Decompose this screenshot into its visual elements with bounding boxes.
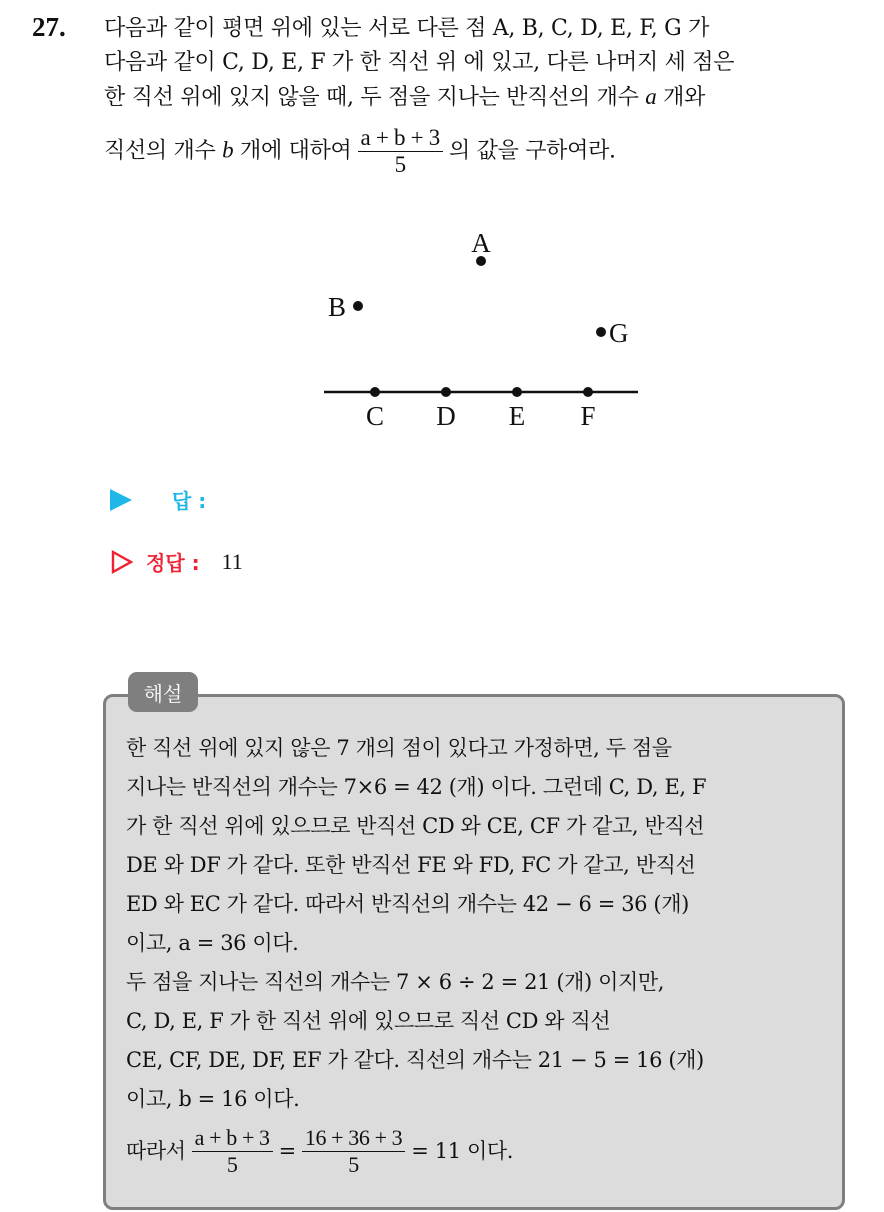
question-line-3-end: 개와 bbox=[656, 85, 706, 110]
outline-triangle-icon bbox=[110, 550, 134, 574]
solution-text bbox=[126, 729, 826, 1178]
solution-tag: 해설 bbox=[128, 672, 198, 712]
question-line-4-start: 직선의 개수 bbox=[104, 138, 223, 164]
point-g-dot bbox=[596, 327, 606, 337]
solution-line: CE, CF, DE, DF, EF 가 같다. 직선의 개수는 21 − 5 = 16 (개) bbox=[126, 1048, 704, 1072]
question-fraction-numerator: a + b + 3 bbox=[358, 125, 443, 152]
final-suffix: = 11 이다. bbox=[411, 1139, 513, 1163]
question-line-4-end: 의 값을 구하여라. bbox=[448, 138, 616, 164]
question-fraction-denominator: 5 bbox=[394, 152, 406, 177]
point-f-dot bbox=[583, 387, 593, 397]
question-line-1: 다음과 같이 평면 위에 있는 서로 다른 점 A, B, C, D, E, F, G 가 bbox=[104, 16, 710, 41]
correct-answer-label: 정답 : bbox=[146, 551, 200, 575]
point-e-label: E bbox=[508, 401, 526, 431]
variable-a: a bbox=[645, 84, 657, 109]
point-b-dot bbox=[353, 301, 363, 311]
question-line-3 bbox=[104, 80, 864, 115]
final-fraction-2-denominator: 5 bbox=[348, 1152, 359, 1177]
variable-b: b bbox=[222, 137, 234, 163]
solution-line: C, D, E, F 가 한 직선 위에 있으므로 직선 CD 와 직선 bbox=[126, 1009, 611, 1033]
question-fraction bbox=[358, 125, 443, 178]
point-c-dot bbox=[370, 387, 380, 397]
correct-answer-value: 11 bbox=[221, 548, 243, 574]
final-fraction-2-numerator: 16 + 36 + 3 bbox=[302, 1125, 405, 1152]
answer-row bbox=[110, 485, 206, 514]
final-fraction-2 bbox=[302, 1125, 405, 1178]
final-equals: = bbox=[278, 1139, 296, 1163]
point-c-label: C bbox=[365, 401, 385, 431]
point-b-label: B bbox=[328, 292, 347, 322]
point-f-label: F bbox=[580, 401, 596, 431]
solution-line: 가 한 직선 위에 있으므로 반직선 CD 와 CE, CF 가 같고, 반직선 bbox=[126, 814, 705, 838]
solution-line: DE 와 DF 가 같다. 또한 반직선 FE 와 FD, FC 가 같고, 반직선 bbox=[126, 853, 696, 877]
play-triangle-icon bbox=[110, 489, 132, 511]
question-number: 27. bbox=[32, 12, 66, 42]
question-text bbox=[104, 12, 864, 175]
solution-final-line bbox=[126, 1125, 826, 1178]
point-d-dot bbox=[441, 387, 451, 397]
points-figure bbox=[310, 220, 650, 440]
solution-line: ED 와 EC 가 같다. 따라서 반직선의 개수는 42 − 6 = 36 (개) bbox=[126, 892, 689, 916]
question-line-2: 다음과 같이 C, D, E, F 가 한 직선 위 에 있고, 다른 나머지 세 점은 bbox=[104, 50, 735, 75]
final-fraction-1-numerator: a + b + 3 bbox=[192, 1125, 273, 1152]
solution-line: 두 점을 지나는 직선의 개수는 7 × 6 ÷ 2 = 21 (개) 이지만, bbox=[126, 970, 665, 994]
point-e-dot bbox=[512, 387, 522, 397]
answer-label: 답 : bbox=[172, 489, 207, 513]
solution-line: 지나는 반직선의 개수는 7×6 = 42 (개) 이다. 그런데 C, D, E, F bbox=[126, 775, 707, 799]
solution-line: 한 직선 위에 있지 않은 7 개의 점이 있다고 가정하면, 두 점을 bbox=[126, 736, 672, 760]
final-prefix: 따라서 bbox=[126, 1139, 186, 1163]
question-line-4-mid: 개에 대하여 bbox=[233, 138, 352, 164]
point-a-label: A bbox=[471, 228, 491, 258]
final-fraction-1 bbox=[192, 1125, 273, 1178]
question-line-4 bbox=[104, 125, 864, 175]
question-line-3-start: 한 직선 위에 있지 않을 때, 두 점을 지나는 반직선의 개수 bbox=[104, 85, 646, 110]
solution-line: 이고, a = 36 이다. bbox=[126, 931, 299, 955]
correct-answer-row bbox=[110, 547, 243, 576]
final-fraction-1-denominator: 5 bbox=[226, 1152, 238, 1177]
point-g-label: G bbox=[609, 318, 629, 348]
solution-line: 이고, b = 16 이다. bbox=[126, 1087, 300, 1111]
point-d-label: D bbox=[436, 401, 456, 431]
